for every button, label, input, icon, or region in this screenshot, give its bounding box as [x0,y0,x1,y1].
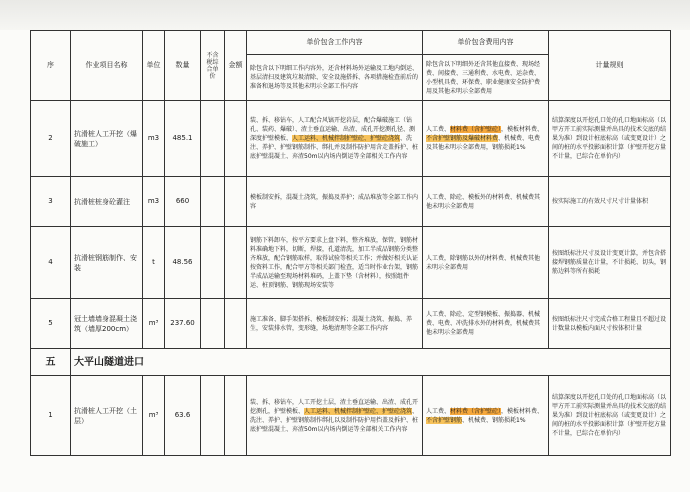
cost-cell [423,376,549,456]
qty-cell: 237.60 [165,299,201,349]
qty-cell: 63.6 [165,376,201,456]
general-scope-cell: 除包含以下明细工作内容外，还含材料场外运输及工地内倒运、基层清扫及建筑垃圾清除、安全设施搭拆、各项措施检查前后的准备和退场等及其他未明示全部工作内容 [247,55,423,101]
rule-cell: 结算深度以开挖孔口处的孔口地面标高（以甲方开工前实际测量并出具的技术交底的结果为准）到设计桩底标高（或变更设计）之间的桩的水平投影面积计算（护壁开挖方量不计量，已综合在单价内） [549,376,671,456]
header-seq: 序 [31,31,71,101]
seq-cell: 4 [31,227,71,299]
comp-price-cell [201,227,225,299]
header-amount: 金额 [225,31,247,101]
table-row [31,376,671,456]
header-scope: 单价包含工作内容 [247,31,423,55]
section-row [31,349,671,376]
cost-cell: 人工费、除砼、模板外的材料费、机械费其他未明示全部费用 [423,177,549,227]
scope-cell: 模板制安拆，混凝土浇筑，振捣及养护；成品堆放等全部工作内容 [247,177,423,227]
header-qty: 数量 [165,31,201,101]
comp-price-cell [201,101,225,177]
qty-cell: 48.56 [165,227,201,299]
cost-cell: 人工费，除钢筋以外的材料费、机械费其他未明示全部费用 [423,227,549,299]
item-name-cell: 抗滑桩人工开挖（土层） [71,376,143,456]
unit-cell: m³ [143,376,165,456]
rule-cell: 结算深度以开挖孔口处的孔口地面标高（以甲方开工前实际测量并出具的技术交底的结果为准）到设计桩底标高（或变更设计）之间的桩的水平投影面积计算（护壁开挖方量不计量，已综合在单价内） [549,101,671,177]
cost-text: 人工费、 [426,407,451,415]
table-row [31,177,671,227]
page-top-shadow [0,0,690,30]
rule-cell: 按图纸标注尺寸完成合格工程量且不超过设计数量以模板内面尺寸按体积计量 [549,299,671,349]
scope-cell: 施工准备、脚手架搭拆、模板制安拆；混凝土浇筑、振捣、养生，安装排水管，变形缝，场地清理等全部工作内容 [247,299,423,349]
amount-cell [225,101,247,177]
comp-price-cell [201,299,225,349]
section-number: 五 [31,349,71,376]
comp-price-cell [201,177,225,227]
cost-text: ，模板材料费、 [501,407,544,415]
table-row [31,227,671,299]
amount-cell [225,299,247,349]
rule-cell: 按实际施工的有效尺寸尺寸计量体积 [549,177,671,227]
scope-text: 、洗注、养护、护壁钢筋制作、绑扎并及制作防护用含走盖拆护、桩底护壁混凝土、弃渣50m以内场内倒运等全部相关工作内容 [250,135,419,160]
seq-cell: 1 [31,376,71,456]
general-cost-cell: 除包含以下明细外还含其他直接费、现场经费、间接费、三通利费、水电费、运杂费、小型机具费、环保费、职业健康安全防护费用及其他未明示全部费用 [423,55,549,101]
header-unit: 单位 [143,31,165,101]
header-cost: 单价包含费用内容 [423,31,549,55]
amount-cell [225,227,247,299]
scope-text: 装、拆、移钻车，人工开挖土层，渣土垂直运输、出渣、成孔开挖测孔，护壁模板、 [250,398,419,415]
cost-highlight: 材料费（含护壁砼） [450,126,502,133]
amount-cell [225,376,247,456]
cost-text: 、机械费、电费及其他未明示全部费用，钢筋损耗1% [426,135,541,151]
cost-text: 人工费、 [426,126,451,133]
rule-cell: 按图纸标注尺寸及设计变更计算，并包含搭接焊钢筋质量在计量，不计损耗、切头，钢筋边料等所有损耗 [549,227,671,299]
scope-cell: 钢筋下料卸车，按平方要求上盘下料，整齐堆放，保管，钢筋材料准确地下料，切断，焊接，孔道清洗，加工半成品钢筋分类整齐堆放，配合钢筋取样，取得试验等相关工作；并做好相关认证按资料工作，配合甲方等相关部门检查，适当时作业台架，钢筋半成品运输至现场材料堆码，上盖下垫（含材料），按照组件运、桩顶钢筋、钢筋现场安装等 [247,227,423,299]
section-title: 大平山隧道进口 [71,349,671,376]
header-comp-price: 不含税综合单价 [201,31,225,101]
scope-text: 装、拆、移钻车，人工配合风镐开挖岩层，配合爆破施工（钻孔、装药、爆破）、渣土垂直运输、出渣、成孔开挖测孔径、测深度护壁模板、 [250,117,416,142]
scope-highlight: 人工运料、机械拌制护壁砼、护壁砼浇筑 [292,135,401,142]
seq-cell: 3 [31,177,71,227]
table-row [31,101,671,177]
scope-cell [247,376,423,456]
comp-price-cell [201,376,225,456]
header-rule: 计量规则 [549,31,671,101]
table-row [31,299,671,349]
cost-cell: 人工费、除砼、定型钢模板、振捣器、机械费、电费、冲洗排水外的材料费，机械费其他未明示全部费用 [423,299,549,349]
unit-cell: t [143,227,165,299]
qty-cell: 660 [165,177,201,227]
cost-highlight: 材料费（含护壁砼） [450,407,502,415]
item-name-cell: 抗滑桩钢筋制作、安装 [71,227,143,299]
scope-highlight: 人工运料、机械拌制护壁砼、护壁砼浇筑 [304,407,413,415]
seq-cell: 5 [31,299,71,349]
scope-cell [247,101,423,177]
item-name-cell: 抗滑桩人工开挖（爆破施工） [71,101,143,177]
unit-cell: m3 [143,101,165,177]
cost-highlight: 不含护壁钢筋 [426,416,463,424]
unit-cell: m3 [143,177,165,227]
amount-cell [225,177,247,227]
cost-highlight: 不含护壁钢筋及爆破材料费 [426,135,499,142]
item-name-cell: 抗滑桩桩身砼灌注 [71,177,143,227]
scope-text: 、洗注、养护、护壁钢筋制作绑扎以及制作防护用挡盖及拆护、桩底护壁混凝土、弃渣50m以内场内倒运等全部相关工作内容 [250,407,419,433]
cost-text: ，模板材料费、 [501,126,544,133]
cost-text: 、机械费、钢筋损耗1% [462,416,526,424]
item-name-cell: 冠土墙墙身混凝土浇筑（墙厚200cm） [71,299,143,349]
header-name: 作业项目名称 [71,31,143,101]
cost-cell [423,101,549,177]
seq-cell: 2 [31,101,71,177]
pricing-table [30,30,671,456]
header-row [31,31,671,55]
unit-cell: m³ [143,299,165,349]
qty-cell: 485.1 [165,101,201,177]
